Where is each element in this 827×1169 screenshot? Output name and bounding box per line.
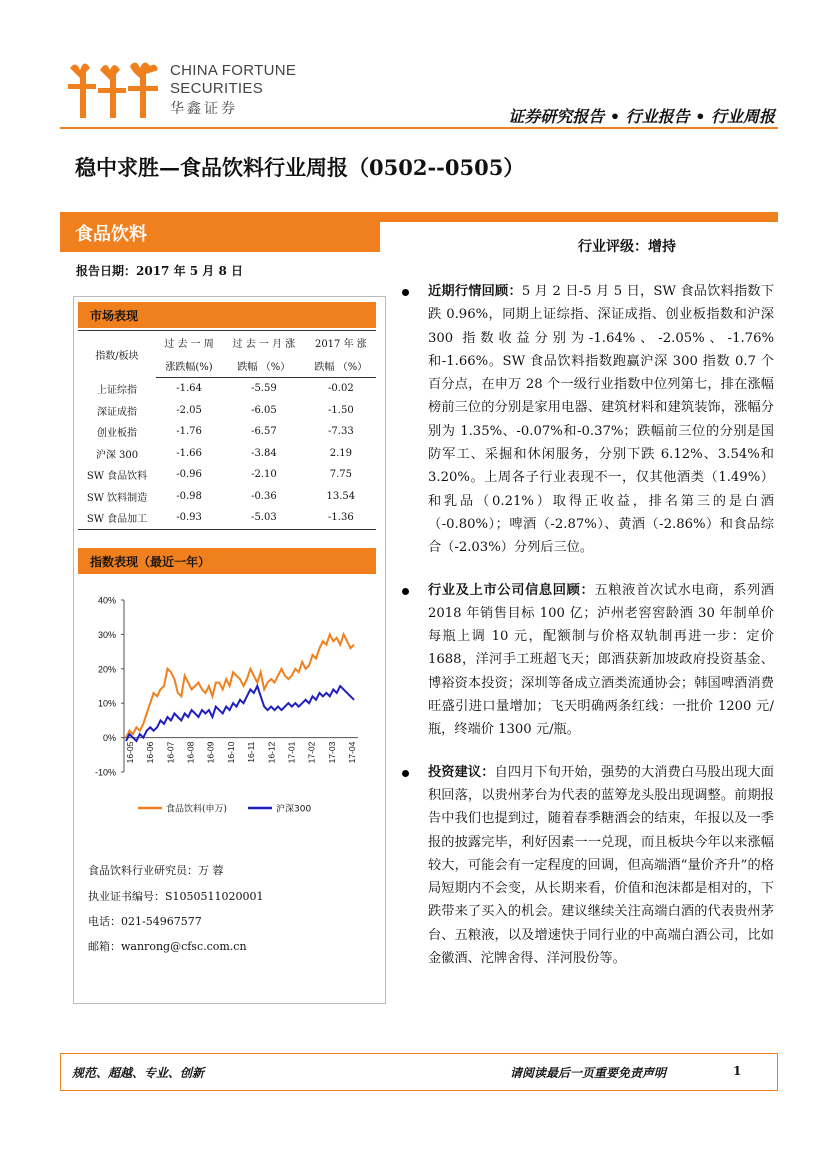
- analyst-name: 食品饮料行业研究员：万 蓉: [88, 864, 224, 877]
- legend-label: 食品饮料(申万): [166, 804, 228, 815]
- col-header-week-2: 涨跌幅(%): [156, 354, 222, 378]
- x-tick-label: 16-06: [145, 741, 156, 764]
- table-row: [78, 464, 376, 486]
- row-ytd: -1.36: [306, 507, 376, 529]
- col-header-month-2: 跌幅 （%）: [222, 354, 306, 378]
- col-header-ytd-2: 跌幅 （%）: [306, 354, 376, 378]
- table-row: [78, 421, 376, 443]
- x-tick-label: 17-04: [347, 741, 357, 764]
- row-name: SW 食品加工: [78, 507, 156, 529]
- col-header-ytd: 2017 年 涨: [306, 331, 376, 355]
- row-name: SW 食品饮料: [86, 471, 148, 483]
- col-header-index: 指数/板块: [78, 331, 156, 378]
- chart-box-header: [78, 548, 376, 574]
- row-week: -0.98: [176, 490, 202, 502]
- company-logo-icon: [66, 58, 162, 120]
- legend-label: 沪深300: [276, 804, 312, 815]
- row-name: 创业板指: [97, 428, 137, 440]
- bullet-text: 自四月下旬开始，强势的大消费白马股出现大面积回落，以贵州茅台为代表的蓝筹龙头股出现调整。前期报告中我们也提到过，随着春季糖酒会的结束，年报以及一季报的披露完毕，利好因素一一兑现，而且板块今年以来涨幅较大，可能会有一定程度的回调，但高端酒“量价齐升”的格局短期内不会变，从长期来看，价值和泡沫都是相对的，下跌带来了买入的机会。建议继续关注高端白酒的代表贵州茅台、五粮液，以及增速快于同行业的中高端白酒公司，比如金徽酒、沱牌舍得、洋河股份等。: [428, 764, 774, 967]
- page-number: 1: [733, 1064, 742, 1078]
- series-line-hs300: [126, 686, 354, 741]
- x-tick-label: 16-07: [165, 741, 176, 764]
- bullet-lead: 近期行情回顾：: [428, 284, 522, 299]
- bullet-lead: 行业及上市公司信息回顾：: [428, 582, 595, 598]
- document-title: 稳中求胜—食品饮料行业周报（0502--0505）: [75, 155, 525, 180]
- logo-text-cn: 华鑫证券: [170, 101, 238, 117]
- table-row: [78, 507, 376, 529]
- y-tick-label: 30%: [97, 629, 116, 640]
- y-tick-label: -10%: [94, 767, 116, 778]
- row-ytd: 2.19: [329, 447, 352, 459]
- row-month: -2.10: [251, 469, 277, 481]
- report-type-label: 证券研究报告 • 行业报告 • 行业周报: [508, 107, 775, 126]
- industry-rating: 行业评级：增持: [578, 239, 676, 255]
- sector-band-line: [380, 212, 778, 222]
- row-week: -1.66: [176, 447, 202, 459]
- market-table: [78, 330, 376, 530]
- x-tick-label: 17-03: [326, 741, 337, 764]
- x-tick-label: 16-10: [225, 741, 236, 764]
- footer-motto: 规范、超越、专业、创新: [72, 1066, 205, 1080]
- row-name: 沪深 300: [95, 449, 139, 461]
- row-week: -0.96: [176, 469, 202, 481]
- bullet-dot-icon: [402, 770, 409, 777]
- bullet-text: 5 月 2 日-5 月 5 日，SW 食品饮料指数下跌 0.96%，同期上证综指、深证成指、创业板指数和沪深 300 指数收益分别为-1.64%、-2.05%、-1.76%和-1.66%。SW 食品饮料指数跑赢沪深 300 指数 0.7 个百分点，在申万 28 个一级行业指数中位列第七，排在涨幅榜前三位的分别是家用电器、建筑材料和建筑装饰，涨幅分别为 1.35%、-0.07%和-0.37%；跌幅前三位的分别是国防军工、采掘和休闲服务，分别下跌 6.12%、3.54%和 3.20%。上周各子行业表现不一，仅其他酒类（1.49%）和乳品（0.21%）取得正收益，排名第三的是白酒（-0.80%）；啤酒（-2.87%）、黄酒（-2.86%）和食品综合（-2.03%）分列后三位。: [428, 284, 775, 556]
- row-name: SW 饮料制造: [86, 492, 148, 504]
- row-month: -0.36: [251, 490, 277, 502]
- row-ytd: -1.50: [328, 404, 354, 416]
- analyst-cert: 执业证书编号：S1050511020001: [88, 890, 264, 903]
- x-tick-label: 17-01: [286, 741, 297, 764]
- table-row: [78, 378, 376, 400]
- row-month: -6.05: [251, 404, 277, 416]
- market-box-title: 市场表现: [90, 309, 139, 323]
- bullet-industry-news: [402, 579, 774, 742]
- x-tick-label: 16-05: [125, 741, 135, 764]
- logo-text-en: CHINA FORTUNE: [170, 62, 297, 79]
- report-body: [402, 280, 774, 989]
- y-tick-label: 0%: [102, 733, 116, 744]
- bullet-dot-icon: [402, 289, 409, 296]
- footer-disclaimer-note: 请阅读最后一页重要免责声明: [510, 1066, 667, 1080]
- row-name: 深证成指: [97, 406, 137, 418]
- table-row: [78, 486, 376, 508]
- row-month: -3.84: [251, 447, 277, 459]
- row-ytd: 7.75: [329, 469, 352, 481]
- y-tick-label: 40%: [97, 595, 116, 606]
- col-header-week: 过 去 一 周: [156, 331, 222, 355]
- bullet-investment-advice: [402, 761, 774, 971]
- row-week: -1.76: [176, 426, 202, 438]
- market-box-header: [78, 302, 376, 328]
- analyst-email: 邮箱：wanrong@cfsc.com.cn: [88, 940, 247, 953]
- chart-box-title: 指数表现（最近一年）: [90, 555, 211, 569]
- y-tick-label: 20%: [97, 664, 116, 675]
- x-tick-label: 16-08: [185, 741, 196, 764]
- logo-text-en-2: SECURITIES: [170, 80, 264, 97]
- bullet-lead: 投资建议：: [428, 764, 495, 780]
- row-ytd: -7.33: [328, 426, 354, 438]
- header-divider: [60, 127, 778, 129]
- y-tick-label: 10%: [97, 698, 116, 709]
- x-tick-label: 16-09: [205, 741, 216, 764]
- x-tick-label: 16-11: [246, 741, 257, 763]
- bullet-market-review: [402, 280, 774, 560]
- sector-label: 食品饮料: [75, 224, 147, 245]
- row-month: -6.57: [251, 426, 277, 438]
- bullet-text: 五粮液首次试水电商，系列酒 2018 年销售目标 100 亿；泸州老窖窖龄酒 30 年制单价每瓶上调 10 元，配额制与价格双轨制再进一步：定价 1688，洋河手工班超飞天；郎酒获新加坡政府投资基金、博裕资本投资；深圳等备成立酒类流通协会；韩国啤酒消费旺盛引进口量增加；飞天明确两条红线：一批价 1200 元/瓶，终端价 1300 元/瓶。: [428, 582, 774, 738]
- x-tick-label: 16-12: [266, 741, 277, 764]
- row-ytd: -0.02: [328, 383, 354, 395]
- x-tick-label: 17-02: [306, 741, 317, 764]
- report-date: 报告日期：2017 年 5 月 8 日: [76, 264, 243, 278]
- row-month: -5.03: [222, 507, 306, 529]
- col-header-month: 过 去 一 月 涨: [222, 331, 306, 355]
- analyst-phone: 电话：021-54967577: [88, 915, 202, 928]
- table-row: [78, 400, 376, 422]
- bullet-dot-icon: [402, 588, 409, 595]
- row-name: 上证综指: [97, 385, 137, 396]
- row-month: -5.59: [251, 383, 277, 395]
- row-week: -0.93: [156, 507, 222, 529]
- row-week: -2.05: [176, 404, 202, 416]
- index-chart: [78, 582, 376, 832]
- row-week: -1.64: [176, 383, 202, 395]
- table-row: [78, 443, 376, 465]
- row-ytd: 13.54: [326, 490, 356, 502]
